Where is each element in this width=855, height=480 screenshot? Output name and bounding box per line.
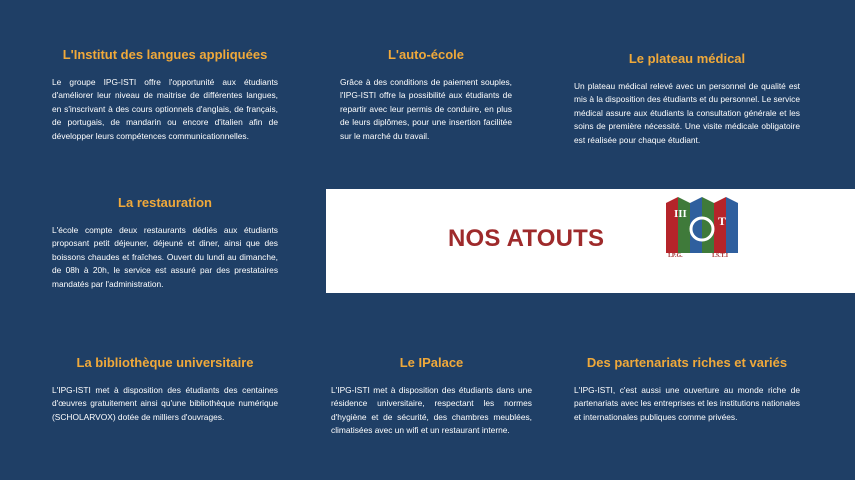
- section-title: L'Institut des langues appliquées: [62, 47, 268, 62]
- section-text: Le groupe IPG-ISTI offre l'opportunité aux étudiants d'améliorer leur niveau de maitrise de différentes langues, en s'inscrivant à des cours optionnels d'anglais, de français, de portugais, de mandarin ou encore d'italien afin de développer leurs compétences communicationnelles.: [52, 77, 278, 141]
- section-text: Un plateau médical relevé avec un personnel de qualité est mis à la disposition des étudiants et du personnel. Le service médical assure aux étudiants la consultation générale et les soins de première nécessité. Une visite médicale obligatoire est réalisée pour chaque étudiant.: [574, 81, 800, 145]
- nos-atouts-banner: [326, 189, 855, 293]
- section-restauration: [52, 195, 278, 291]
- section-auto-ecole: [340, 47, 512, 143]
- section-text: L'IPG-ISTI, c'est aussi une ouverture au monde riche de partenariats avec les entreprises et les institutions nationales et internationales publiques comme privées.: [574, 385, 800, 422]
- section-title: L'auto-école: [387, 47, 465, 62]
- section-text: L'école compte deux restaurants dédiés aux étudiants proposant petit déjeuner, déjeuné et diner, ainsi que des boissons chaudes et fraîches. Ouvert du lundi au dimanche, de 08h à 20h, le service est assuré par des prestataires mandatés par l'administration.: [52, 225, 278, 289]
- section-title: Le plateau médical: [628, 51, 746, 66]
- section-institut-langues: [52, 47, 278, 143]
- banner-title: NOS ATOUTS: [448, 225, 605, 252]
- ipg-isti-logo: [664, 195, 740, 265]
- section-text: Grâce à des conditions de paiement souples, l'IPG-ISTI offre la possibilité aux étudiants de repartir avec leur permis de conduire, en plus de leurs diplômes, pour une insertion facilitée sur le marché du travail.: [340, 77, 512, 141]
- svg-text:III: III: [674, 208, 687, 220]
- section-ipalace: [331, 355, 532, 438]
- section-title: La restauration: [118, 195, 212, 210]
- section-title: La bibliothèque universitaire: [76, 355, 254, 370]
- section-partenariats: [574, 355, 800, 424]
- section-title: Le IPalace: [399, 355, 464, 370]
- section-bibliotheque: [52, 355, 278, 424]
- section-title: Des partenariats riches et variés: [586, 355, 788, 370]
- svg-text:T: T: [718, 214, 727, 228]
- section-text: L'IPG-ISTI met à disposition des étudiants dans une résidence universitaire, respectant les normes d'hygiène et de sécurité, des chambres meublées, climatisées avec un wifi et un restaurant interne.: [331, 385, 532, 436]
- section-plateau-medical: [574, 51, 800, 147]
- section-text: L'IPG-ISTI met à disposition des étudiants des centaines d'œuvres gratuitement ainsi qu'une bibliothèque numérique (SCHOLARVOX) dotée de milliers d'ouvrages.: [52, 385, 278, 422]
- logo-right-caption: I.S.T.I: [712, 253, 729, 259]
- logo-left-caption: I.P.G.: [668, 253, 683, 259]
